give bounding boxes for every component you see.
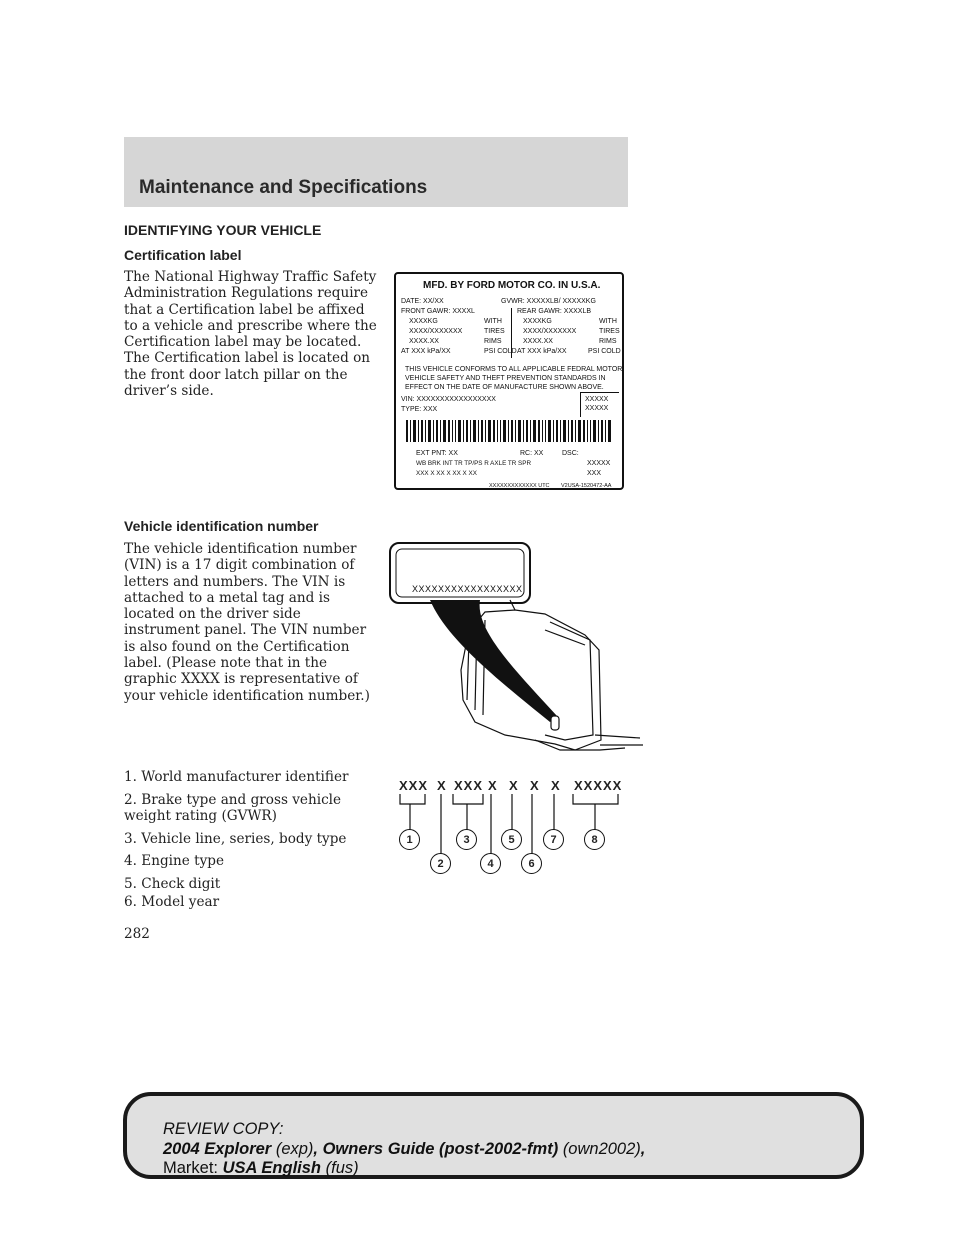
cert-type: TYPE: XXX [401,406,438,413]
cert-line: Administration Regulations require [124,285,369,302]
cert-vin: VIN: XXXXXXXXXXXXXXXXX [401,396,496,403]
cert-conform-2: VEHICLE SAFETY AND THEFT PREVENTION STANDARDS IN [405,375,606,382]
vin-line: The vehicle identification number [124,541,357,557]
cert-codes-head: WB BRK INT TR TP/PS R AXLE TR SPR [416,460,532,467]
vin-line: is also found on the Certification [124,638,350,655]
vin-line: instrument panel. The VIN number [124,622,367,639]
cert-box-line-2: XXXXX [585,405,609,412]
cert-date: DATE: XX/XX [401,298,444,305]
vin-item-6: 6. Model year [124,894,220,910]
vin-paragraph [124,541,378,704]
cert-footer-code: XXXXXXXXXXXXX UTC [489,483,550,489]
cert-rim-right: XXXX.XX [523,338,553,345]
cert-ext-pnt: EXT PNT: XX [416,450,458,457]
cert-kg-left: XXXXKG [409,318,438,325]
vin-item-4: 4. Engine type [124,853,225,869]
cert-rims-left: RIMS [484,338,502,345]
vin-seg-7: X [551,778,561,793]
review-line-1: REVIEW COPY: [163,1120,284,1138]
cert-line: The National Highway Traffic Safety [124,269,377,285]
callout-3: 3 [456,829,477,850]
vin-seg-6: X [530,778,540,793]
vin-item-3: 3. Vehicle line, series, body type [124,831,347,847]
cert-barcode [406,420,612,442]
vin-item-2: 2. Brake type and gross vehicle [124,792,342,808]
review-model-code: (exp) [275,1140,314,1158]
review-line-2 [163,1140,645,1159]
vin-seg-5: X [509,778,519,793]
vin-seg-2: X [437,778,447,793]
callout-7: 7 [543,829,564,850]
cert-paragraph [124,269,378,399]
cert-line: Certification label may be located. [124,334,362,351]
review-market-label: Market: [163,1159,219,1177]
vin-line: attached to a metal tag and is [124,589,330,606]
cert-tire-right: XXXX/XXXXXXX [523,328,577,335]
cert-line: the front door latch pillar on the [124,366,348,383]
vin-line: letters and numbers. The VIN is [124,573,346,590]
cert-with-right: WITH [599,318,617,325]
review-market-code: (fus) [325,1159,359,1177]
cert-conform-3: EFFECT ON THE DATE OF MANUFACTURE SHOWN ABOVE. [405,384,604,391]
vin-location-illustration [385,540,645,755]
cert-rear-gawr: REAR GAWR: XXXXLB [517,308,592,315]
callout-8: 8 [584,829,605,850]
cert-psi-right: PSI COLD [588,348,621,355]
vin-seg-8: XXXXX [574,778,623,793]
cert-label-title: MFD. BY FORD MOTOR CO. IN U.S.A. [423,280,601,291]
callout-6: 6 [521,853,542,874]
cert-codes-box: XXXXX [587,460,611,467]
page-title: Maintenance and Specifications [139,177,428,198]
review-copy-box [123,1092,864,1179]
callout-2: 2 [430,853,451,874]
vin-seg-1: XXX [399,778,429,793]
cert-line: The Certification label is located on [124,350,371,367]
callout-4: 4 [480,853,501,874]
callout-5: 5 [501,829,522,850]
vin-tag-text: XXXXXXXXXXXXXXXXX [412,584,523,594]
review-comma: , [640,1140,646,1158]
cert-psi-left: PSI COLD [484,348,517,355]
cert-with-left: WITH [484,318,502,325]
cert-tire-left: XXXX/XXXXXXX [409,328,463,335]
cert-tires-left: TIRES [484,328,505,335]
vin-line: your vehicle identification number.) [124,687,370,704]
cert-line: to a vehicle and prescribe where the [124,317,377,334]
cert-dsc: DSC: [562,450,579,457]
review-model: 2004 Explorer [163,1140,272,1158]
section-title: IDENTIFYING YOUR VEHICLE [124,222,322,238]
cert-front-gawr: FRONT GAWR: XXXXL [401,308,475,315]
cert-box-line-1: XXXXX [585,396,609,403]
page-number: 282 [124,926,150,942]
cert-tires-right: TIRES [599,328,620,335]
cert-line: that a Certification label be affixed [124,301,365,318]
cert-line: driver’s side. [124,383,214,400]
review-line-3 [163,1159,359,1178]
cert-conform-1: THIS VEHICLE CONFORMS TO ALL APPLICABLE FEDRAL MOTOR [405,366,623,373]
cert-codes-box-2: XXX [587,470,602,477]
cert-footer-part: V2USA-1520472-AA [561,483,612,489]
vin-line: located on the driver side [124,606,301,623]
vin-line: (VIN) is a 17 digit combination of [124,557,355,574]
review-market: USA English [222,1159,322,1177]
vin-item-2-cont: weight rating (GVWR) [124,808,277,824]
cert-at-left: AT XXX kPa/XX [401,348,451,355]
vin-seg-3: XXX [454,778,484,793]
cert-code-box [580,392,619,417]
vin-line: graphic XXXX is representative of [124,671,358,688]
cert-kg-right: XXXXKG [523,318,552,325]
vin-item-1: 1. World manufacturer identifier [124,769,349,785]
cert-codes-values: XXX X XX X XX X XX [416,470,477,477]
cert-gvwr: GVWR: XXXXXLB/ XXXXXKG [501,298,596,305]
cert-rims-right: RIMS [599,338,617,345]
vin-seg-4: X [488,778,498,793]
cert-at-right: AT XXX kPa/XX [517,348,567,355]
cert-heading: Certification label [124,247,242,263]
vin-item-5: 5. Check digit [124,876,221,892]
cert-rim-left: XXXX.XX [409,338,439,345]
review-guide: , Owners Guide (post-2002-fmt) [313,1140,559,1158]
cert-rc: RC: XX [520,450,544,457]
review-guide-code: (own2002) [562,1140,641,1158]
certification-label-graphic [394,272,624,490]
vin-heading: Vehicle identification number [124,518,319,534]
callout-1: 1 [399,829,420,850]
vin-line: label. (Please note that in the [124,655,328,672]
